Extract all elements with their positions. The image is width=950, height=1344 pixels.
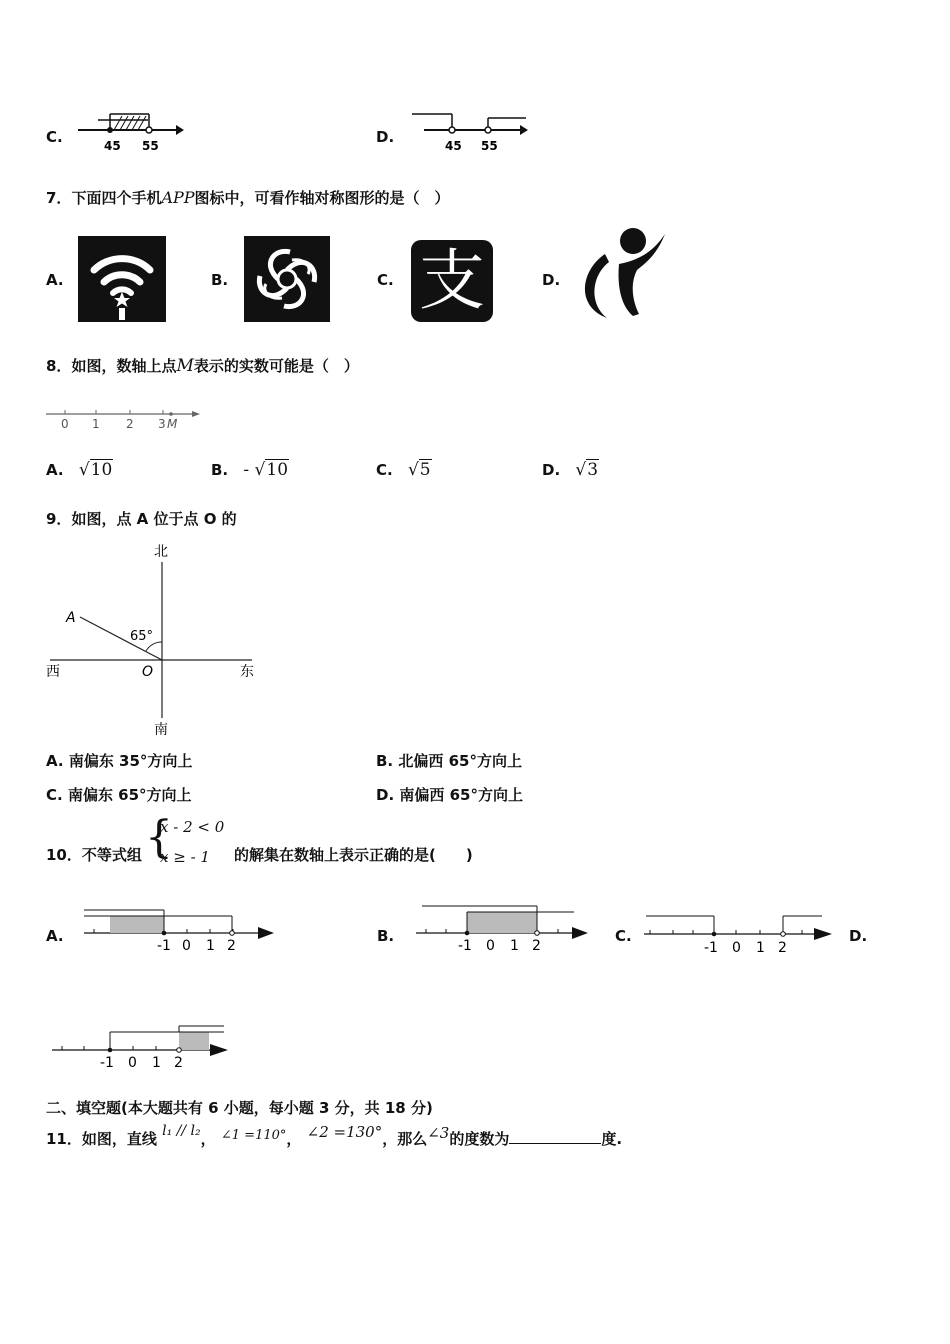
q7-option-d-label[interactable]: D. xyxy=(542,271,561,289)
q11-text-mid: ，那么 xyxy=(382,1130,428,1148)
q10-brace: { xyxy=(145,812,173,863)
tick-0: 0 xyxy=(486,938,495,954)
runner-logo-icon xyxy=(575,224,670,324)
q8-option-a-label: A. xyxy=(46,461,64,479)
q8-option-b[interactable] xyxy=(211,460,289,480)
angle-label: 65° xyxy=(130,629,154,644)
tick-1: 1 xyxy=(92,417,100,431)
point-m-label: M xyxy=(167,417,178,431)
q9-option-d-label: D. xyxy=(376,786,395,804)
q10-text-after: 的解集在数轴上表示正确的是( ) xyxy=(234,846,473,864)
q7-text-after: 图标中，可看作轴对称图形的是（ ） xyxy=(194,189,450,207)
q11-angle2: ∠2 =130° xyxy=(306,1123,383,1141)
q7-option-c-label[interactable]: C. xyxy=(377,271,394,289)
sqrt-b: - √10 xyxy=(243,460,289,480)
shaded-region xyxy=(179,1032,209,1050)
q9-option-b-text: 北偏西 65°方向上 xyxy=(398,752,522,770)
east-label: 东 xyxy=(240,664,254,680)
q11-parallel: l₁ // l₂ xyxy=(162,1123,201,1139)
tick-1: 1 xyxy=(152,1055,161,1071)
q8-option-a[interactable] xyxy=(46,460,113,480)
south-label: 南 xyxy=(154,722,168,738)
tick-neg1: -1 xyxy=(157,938,171,954)
q9-option-d-text: 南偏西 65°方向上 xyxy=(399,786,523,804)
tick-45: 45 xyxy=(445,139,462,153)
q8-number: 8． xyxy=(46,357,72,375)
q11-text-end: 度. xyxy=(601,1130,623,1148)
q10-inequality-2: x ≥ - 1 xyxy=(160,848,210,866)
origin-label: O xyxy=(142,664,154,680)
hatching xyxy=(114,116,146,130)
sqrt-d-radicand: 3 xyxy=(587,460,599,480)
sqrt-c-radicand: 5 xyxy=(419,460,431,480)
q10-option-d-label[interactable]: D. xyxy=(849,927,868,945)
tick-55: 55 xyxy=(142,139,159,153)
tick-2: 2 xyxy=(227,938,236,954)
tick-0: 0 xyxy=(182,938,191,954)
q9-option-c-label: C. xyxy=(46,786,63,804)
tick-neg1: -1 xyxy=(100,1055,114,1071)
tick-55: 55 xyxy=(481,139,498,153)
q10-stem-start xyxy=(46,844,142,865)
point-55 xyxy=(146,127,152,133)
q10-option-b-numberline xyxy=(412,898,596,956)
q6-option-c-label[interactable]: C. xyxy=(46,128,63,146)
q10-inequality-1: x - 2 < 0 xyxy=(160,818,225,836)
q10-option-a-numberline xyxy=(80,902,280,956)
point-a-label: A xyxy=(66,610,76,626)
q11-angle3: ∠3 xyxy=(427,1124,450,1142)
q9-option-c-text: 南偏东 65°方向上 xyxy=(67,786,192,804)
q8-point: M xyxy=(176,356,194,376)
tick-0: 0 xyxy=(128,1055,137,1071)
q7-stem xyxy=(46,187,450,208)
shaded-region xyxy=(467,912,537,933)
point-45 xyxy=(107,127,113,133)
wifi-icon xyxy=(78,234,168,324)
q9-option-b[interactable] xyxy=(376,750,522,771)
tick-neg1: -1 xyxy=(704,940,718,956)
tick-2: 2 xyxy=(174,1055,183,1071)
q7-app: APP xyxy=(161,188,195,207)
q11-angle1: ∠1 =110° xyxy=(220,1128,287,1143)
q11-text-before: 如图，直线 xyxy=(81,1130,157,1148)
q10-option-c-label[interactable]: C. xyxy=(615,927,632,945)
q9-option-a-label: A. xyxy=(46,752,64,770)
q8-text-after: 表示的实数可能是（ ） xyxy=(193,357,359,375)
tick-0: 0 xyxy=(61,417,69,431)
q9-text: 如图，点 A 位于点 O 的 xyxy=(71,510,237,528)
tick-2: 2 xyxy=(778,940,787,956)
q9-number: 9． xyxy=(46,510,72,528)
section-2-title: 二、填空题(本大题共有 6 小题，每小题 3 分，共 18 分) xyxy=(46,1099,433,1117)
point-m xyxy=(169,412,173,416)
q10-text-before: 不等式组 xyxy=(81,846,142,864)
q8-text-before: 如图，数轴上点 xyxy=(71,357,177,375)
q7-text-before: 下面四个手机 xyxy=(71,189,162,207)
axis-arrow xyxy=(210,1044,228,1056)
q8-number-line xyxy=(44,404,204,436)
tick-neg1: -1 xyxy=(458,938,472,954)
sqrt-a-radicand: 10 xyxy=(90,460,113,480)
sqrt-b-sign: - xyxy=(243,460,250,480)
q9-option-a-text: 南偏东 35°方向上 xyxy=(68,752,193,770)
sqrt-b-radicand: 10 xyxy=(266,460,289,480)
shaded-region xyxy=(110,916,164,933)
axis-arrow xyxy=(814,928,832,940)
q7-number: 7． xyxy=(46,189,72,207)
tick-45: 45 xyxy=(104,139,121,153)
q8-option-c[interactable] xyxy=(376,460,432,480)
axis-arrow xyxy=(520,125,528,135)
q8-option-d-label: D. xyxy=(542,461,561,479)
q10-number: 10． xyxy=(46,846,82,864)
q9-option-c[interactable] xyxy=(46,784,192,805)
q10-option-c-numberline xyxy=(642,908,838,958)
tick-0: 0 xyxy=(732,940,741,956)
north-label: 北 xyxy=(154,544,168,560)
point-45 xyxy=(449,127,455,133)
axis-arrow xyxy=(176,125,184,135)
q10-option-d-numberline xyxy=(50,1022,234,1072)
q6-option-d-label[interactable]: D. xyxy=(376,128,395,146)
q8-option-d[interactable] xyxy=(542,460,599,480)
axis-arrow xyxy=(572,927,588,939)
q10-option-a-label[interactable]: A. xyxy=(46,927,64,945)
axis-arrow xyxy=(192,411,200,417)
tick-1: 1 xyxy=(756,940,765,956)
swirl-icon xyxy=(242,234,332,324)
tick-3: 3 xyxy=(158,417,166,431)
tick-1: 1 xyxy=(510,938,519,954)
q7-option-a-label[interactable]: A. xyxy=(46,271,64,289)
q6-option-c-numberline xyxy=(76,106,186,154)
west-label: 西 xyxy=(46,664,60,680)
q8-option-c-label: C. xyxy=(376,461,393,479)
q9-stem xyxy=(46,508,237,529)
q11-answer-blank[interactable] xyxy=(509,1129,601,1144)
q11-number: 11． xyxy=(46,1130,82,1148)
q11-stem: 11．如图，直线 l₁ // l₂， ∠1 =110°， ∠2 =130°，那么∠3的度数为 度. xyxy=(46,1123,623,1148)
q9-compass-figure xyxy=(44,540,264,740)
q8-stem xyxy=(46,355,359,376)
sqrt-c: √5 xyxy=(407,460,431,480)
sqrt-d: √3 xyxy=(575,460,599,480)
q9-option-a[interactable] xyxy=(46,750,192,771)
tick-2: 2 xyxy=(126,417,134,431)
q8-option-b-label: B. xyxy=(211,461,229,479)
axis-arrow xyxy=(258,927,274,939)
point-55 xyxy=(485,127,491,133)
q10-option-b-label[interactable]: B. xyxy=(377,927,395,945)
alipay-icon: 支 xyxy=(411,240,493,322)
q11-text-after: 的度数为 xyxy=(449,1130,510,1148)
tick-2: 2 xyxy=(532,938,541,954)
q9-option-d[interactable] xyxy=(376,784,523,805)
tick-1: 1 xyxy=(206,938,215,954)
q6-option-d-numberline xyxy=(410,106,530,154)
q9-option-b-label: B. xyxy=(376,752,394,770)
q7-option-b-label[interactable]: B. xyxy=(211,271,229,289)
sqrt-a: √10 xyxy=(78,460,113,480)
